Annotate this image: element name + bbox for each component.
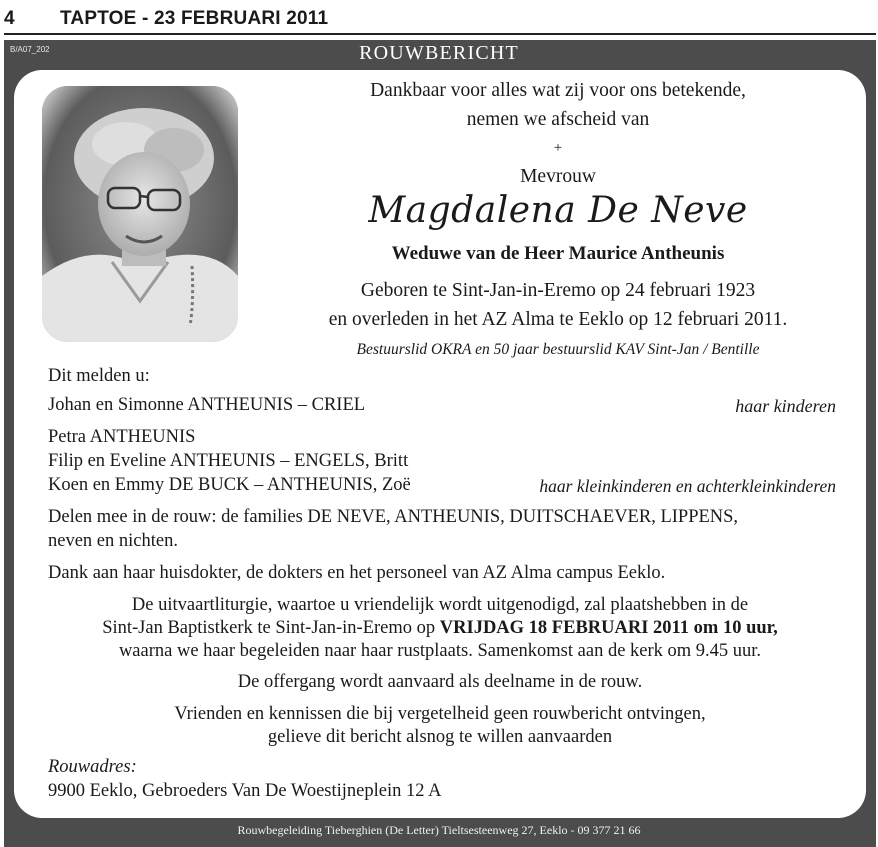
intro-line-1: Dankbaar voor alles wat zij voor ons betekende,: [370, 80, 746, 101]
obituary-banner: ROUWBERICHT: [359, 42, 519, 64]
children-label: haar kinderen: [735, 396, 836, 416]
families-line-2: neven en nichten.: [48, 531, 178, 551]
death-line: en overleden in het AZ Alma te Eeklo op 12 februari 2011.: [328, 309, 788, 330]
salutation: Mevrouw: [520, 166, 596, 187]
header-rule: [4, 33, 876, 35]
page-number: 4: [4, 8, 15, 29]
portrait-photo: [42, 86, 238, 342]
funeral-line-3: waarna we haar begeleiden naar haar rustplaats. Samenkomst aan de kerk om 9.45 uur.: [118, 641, 762, 661]
cross-symbol: +: [553, 140, 563, 156]
address-value: 9900 Eeklo, Gebroeders Van De Woestijneplein 12 A: [48, 781, 442, 801]
address-label: Rouwadres:: [48, 757, 137, 777]
newspaper-title: TAPTOE - 23 FEBRUARI 2011: [60, 8, 329, 29]
friends-line-1: Vrienden en kennissen die bij vergetelheid geen rouwbericht ontvingen,: [174, 704, 706, 724]
portrait-image: [42, 86, 238, 342]
funeral-director-footer: Rouwbegeleiding Tieberghien (De Letter) Tieltsesteenweg 27, Eeklo - 09 377 21 66: [237, 823, 641, 837]
grandchild-line-3: Koen en Emmy DE BUCK – ANTHEUNIS, Zoë: [48, 475, 411, 495]
deceased-name: Magdalena De Neve: [368, 190, 748, 231]
announce-intro: Dit melden u:: [48, 366, 150, 386]
funeral-line-2: [20, 618, 860, 639]
funeral-church: Sint-Jan Baptistkerk te Sint-Jan-in-Eremo op: [102, 618, 440, 638]
children-line: Johan en Simonne ANTHEUNIS – CRIEL: [48, 395, 366, 415]
roles-line: Bestuurslid OKRA en 50 jaar bestuurslid KAV Sint-Jan / Bentille: [356, 341, 760, 358]
thanks-line: Dank aan haar huisdokter, de dokters en het personeel van AZ Alma campus Eeklo.: [48, 563, 666, 583]
funeral-line-1: De uitvaartliturgie, waartoe u vriendelijk wordt uitgenodigd, zal plaatshebben in de: [131, 595, 749, 615]
offering-line: De offergang wordt aanvaard als deelname in de rouw.: [237, 672, 643, 692]
ad-code: B/A07_202: [10, 45, 50, 54]
families-line-1: Delen mee in de rouw: de families DE NEVE, ANTHEUNIS, DUITSCHAEVER, LIPPENS,: [48, 507, 739, 527]
grandchildren-label: haar kleinkinderen en achterkleinkinderen: [539, 476, 836, 496]
intro-line-2: nemen we afscheid van: [466, 109, 650, 130]
grandchild-line-2: Filip en Eveline ANTHEUNIS – ENGELS, Britt: [48, 451, 409, 471]
friends-line-2: gelieve dit bericht alsnog te willen aanvaarden: [267, 727, 613, 747]
widow-of: Weduwe van de Heer Maurice Antheunis: [391, 243, 725, 264]
birth-line: Geboren te Sint-Jan-in-Eremo op 24 februari 1923: [360, 280, 756, 301]
funeral-date: VRIJDAG 18 FEBRUARI 2011 om 10 uur,: [439, 618, 778, 638]
grandchild-line-1: Petra ANTHEUNIS: [48, 427, 196, 447]
